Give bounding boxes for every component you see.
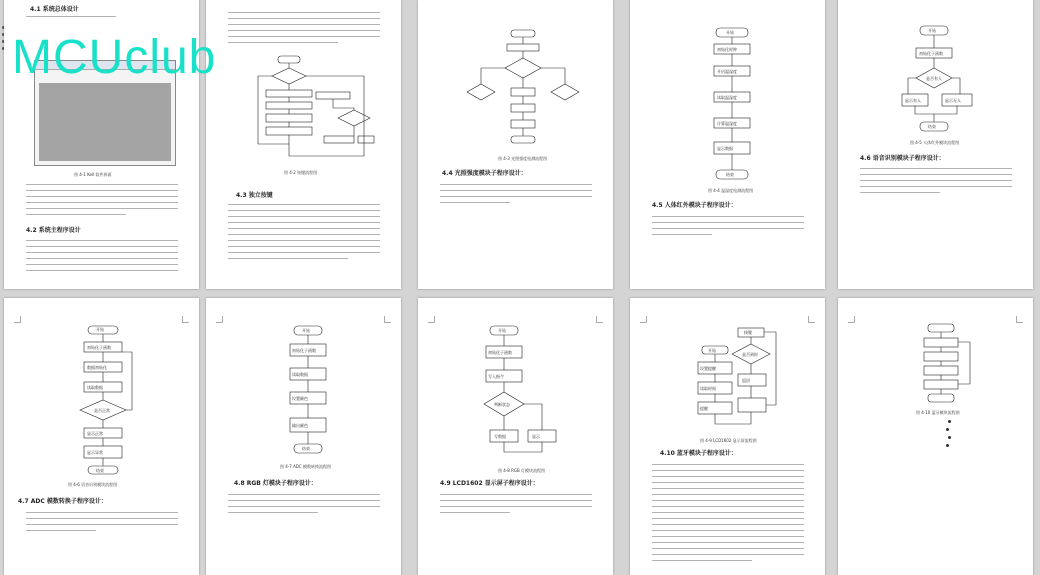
- flow-step-label: 写数据: [494, 434, 506, 439]
- section-heading: 4.5 人体红外模块子程序设计：: [652, 202, 737, 209]
- figure-caption: 图 4-3 光照强度检测流程图: [498, 156, 548, 161]
- flow-decision-label: 是否到时: [742, 352, 758, 357]
- flow-step-label: 开启温湿度: [717, 69, 737, 74]
- flow-step-label: 输出颜色: [292, 423, 308, 428]
- flow-end-label: 结束: [928, 124, 936, 129]
- flow-start-label: 开始: [928, 28, 936, 33]
- section-heading: 4.8 RGB 灯模块子程序设计：: [234, 480, 317, 487]
- flow-end-label: 结束: [302, 446, 310, 451]
- flow-step-label: 读取时间: [700, 386, 716, 391]
- section-heading: 4.1 系统总体设计: [30, 6, 79, 13]
- flow-step-label: 按键: [744, 330, 752, 335]
- bluetooth-flowchart: [920, 324, 976, 410]
- figure-caption: 图 4-8 RGB 灯模块流程图: [498, 468, 545, 473]
- flow-step-label: 返回: [742, 378, 750, 383]
- flow-step-label: 显示异常: [87, 450, 103, 455]
- section-heading: 4.6 语音识别模块子程序设计：: [860, 155, 945, 162]
- light-flowchart: [473, 28, 573, 148]
- flow-decision-label: 是否有人: [926, 76, 942, 81]
- figure-caption: 图 4-4 温湿度检测流程图: [708, 188, 754, 193]
- document-page-4[interactable]: [630, 0, 825, 289]
- flow-step-label: 显示数据: [717, 146, 733, 151]
- flow-step-label: 显示无人: [945, 98, 961, 103]
- flow-step-label: 初始化子函数: [919, 51, 943, 56]
- flow-start-label: 开始: [708, 348, 716, 353]
- flow-start-label: 开始: [498, 328, 506, 333]
- flow-step-label: 设置提醒: [700, 366, 716, 371]
- voice-flowchart: [72, 326, 136, 478]
- document-page-3[interactable]: [418, 0, 613, 289]
- flow-step-label: 设置颜色: [292, 396, 308, 401]
- flow-step-label: 初始化时钟: [717, 47, 737, 52]
- section-heading: 4.3 独立按键: [236, 192, 273, 199]
- section-heading: 4.9 LCD1602 显示屏子程序设计：: [440, 480, 539, 487]
- flow-step-label: 读取数据: [87, 385, 103, 390]
- flow-step-label: 写入指令: [488, 374, 504, 379]
- flow-step-label: 初始化子函数: [292, 348, 316, 353]
- infrared-flowchart: [902, 26, 972, 136]
- figure-caption: 图 4-7 ADC 模数转换流程图: [280, 464, 331, 469]
- section-heading: 4.10 蓝牙模块子程序设计：: [660, 450, 737, 457]
- flow-decision-label: 判断状态: [494, 402, 510, 407]
- figure-caption: 图 4-6 语音识别模块流程图: [68, 482, 118, 487]
- temp-humidity-flowchart: [712, 28, 752, 188]
- flow-start-label: 开始: [96, 327, 104, 332]
- section-heading: 4.2 系统主程序设计: [26, 227, 81, 234]
- lcd-flowchart: [692, 324, 782, 436]
- adc-flowchart: [290, 326, 326, 458]
- flow-end-label: 结束: [96, 468, 104, 473]
- rgb-flowchart: [486, 326, 566, 462]
- flow-step-label: 初始化子函数: [87, 345, 111, 350]
- flow-decision-label: 是否正常: [94, 408, 110, 413]
- section-heading: 4.7 ADC 模数转换子程序设计：: [18, 498, 107, 505]
- figure-caption: 图 4-10 蓝牙模块流程图: [916, 410, 960, 415]
- document-page-9[interactable]: [630, 298, 825, 575]
- figure-caption: 图 4-1 Keil 软件界面: [74, 172, 112, 177]
- section-heading: 4.4 光照强度模块子程序设计：: [442, 170, 527, 177]
- document-page-7[interactable]: [206, 298, 401, 575]
- flow-step-label: 读取温湿度: [717, 95, 737, 100]
- flow-end-label: 结束: [726, 172, 734, 177]
- flow-step-label: 显示: [532, 434, 540, 439]
- document-page-2[interactable]: [206, 0, 401, 289]
- flow-step-label: 提醒: [700, 406, 708, 411]
- flow-start-label: 开始: [726, 30, 734, 35]
- flow-step-label: 显示有人: [905, 98, 921, 103]
- flow-start-label: 开始: [302, 328, 310, 333]
- figure-caption: 图 4-9 LCD1602 显示屏流程图: [700, 438, 757, 443]
- flow-step-label: 计算温湿度: [717, 121, 737, 126]
- button-flowchart: [254, 52, 374, 162]
- flow-step-label: 读取数据: [292, 372, 308, 377]
- figure-caption: 图 4-2 按键流程图: [284, 170, 318, 175]
- flow-step-label: 数据初始化: [87, 365, 107, 370]
- flow-step-label: 显示正常: [87, 431, 103, 436]
- figure-caption: 图 4-5 人体红外模块流程图: [910, 140, 960, 145]
- document-page-8[interactable]: [418, 298, 613, 575]
- document-page-10[interactable]: [838, 298, 1033, 575]
- flow-step-label: 初始化子函数: [488, 350, 512, 355]
- document-page-6[interactable]: [4, 298, 199, 575]
- document-page-5[interactable]: [838, 0, 1033, 289]
- watermark: MCUclub: [12, 31, 217, 84]
